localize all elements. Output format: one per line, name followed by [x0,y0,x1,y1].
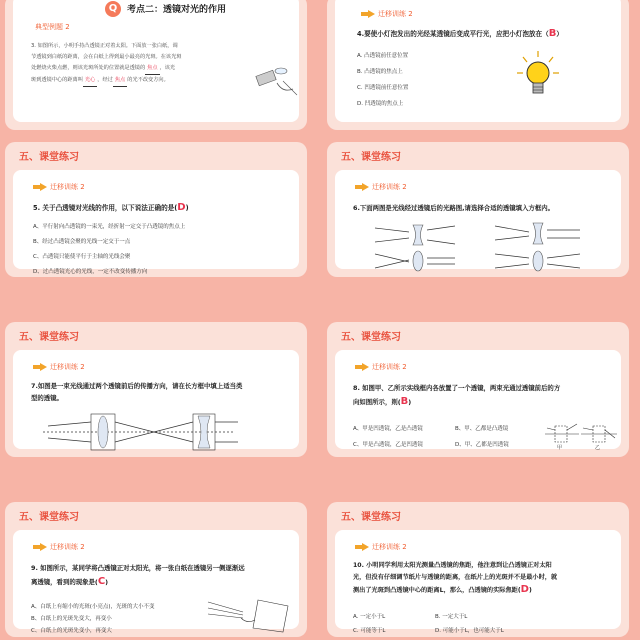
slide-8[interactable] [327,502,629,637]
slide-4[interactable] [327,142,629,277]
slide-3-card [13,170,299,275]
arrow-icon [355,543,369,551]
badge-transfer: 迁移训练 2 [355,182,407,192]
topic-heading: 考点二：透镜对光的作用 [127,5,227,15]
option-c: C. 可能等于L [353,628,386,634]
question-5: 5. 关于凸透镜对光线的作用，以下说法正确的是(D) [33,202,189,213]
arrow-icon [355,183,369,191]
option-c: C、凸透镜只能使平行于主轴的光线会聚 [33,254,131,260]
option-c: C、甲是凸透镜，乙是凹透镜 [353,442,423,448]
option-b: B. 一定大于L [435,614,468,620]
question-10: 10. 小明同学利用太阳光测量凸透镜的焦距，他注意到让凸透镜正对太阳 光，但没有仔细调节纸片与透镜的距离，在纸片上的光斑并不是最小时，就 测出了光斑到凸透镜中心的距离L，那么，凸透镜的实际焦距(D) [353,562,558,595]
option-a: A、白纸上有缩小的光斑(小亮点)，光斑的大小不变 [31,604,155,610]
slide-2-card [335,0,621,122]
badge-transfer: 迁移训练 2 [355,362,407,372]
option-d: D. 可能小于L，也可能大于L [435,628,504,634]
label-yi: 乙 [595,445,601,451]
question-7: 7.如图是一束光线通过两个透镜前后的传播方向，请在长方框中填上适当类 型的透镜。 [31,382,243,402]
question-9: 9. 如图所示，某同学将凸透镜正对太阳光，将一张白纸在透镜另一侧逐渐远 离透镜，看到的现象是(C) [31,564,245,587]
blank-focus: 焦点 [145,63,159,75]
q-icon: Q [105,1,121,17]
arrow-icon [33,363,47,371]
slide-8-card [335,530,621,634]
lens-box-diagram [545,418,617,450]
option-b: B. 凸透镜的焦点上 [357,69,403,75]
question-8: 8. 如图甲、乙所示实线框内各放置了一个透镜，两束光通过透镜前后的方 向如图所示，则(B) [353,384,561,407]
option-b: B、白纸上的光斑先变大，再变小 [31,616,112,622]
slide-1-card [13,0,299,122]
two-lens-diagram [43,412,243,452]
arrow-icon [33,543,47,551]
lens-diagrams [375,222,595,272]
slide-2[interactable] [327,0,629,130]
option-c: C、白纸上的光斑先变小，再变大 [31,628,112,634]
option-d: D、过凸透镜光心的光线，一定不改变传播方向 [33,269,148,275]
slide-5[interactable] [5,322,307,457]
slide-1[interactable] [5,0,307,130]
slide-6-card [335,350,621,449]
slide-6[interactable] [327,322,629,457]
arrow-icon [355,363,369,371]
blank-optical-center: 光心 [83,75,97,87]
answer-4: B [548,28,557,39]
answer-10: D [520,584,529,595]
arrow-icon [361,10,375,18]
option-a: A、平行射向凸透镜的一束光，经折射一定交于凸透镜的焦点上 [33,224,186,230]
example-text: 3. 如图所示，小明手持凸透镜正对着太阳。下面放一张白纸，调 节透镜到白纸的距离，会在白纸上得到最小最亮的光斑。在该光斑 处燃烧火柴点燃，则该光斑所处的位置就是透镜的 焦点 ，该光 斑到透镜中心的距离叫 光心 ，经过 焦点 的光不改变方向。 [31,41,293,87]
section-title: 五、课堂练习 [341,332,401,343]
badge-transfer: 迁移训练 2 [355,542,407,552]
answer-5: D [177,202,186,213]
magnifier-figure [253,59,303,99]
option-d: D、甲、乙都是凹透镜 [455,442,509,448]
arrow-icon [33,183,47,191]
section-title: 五、课堂练习 [341,152,401,163]
section-title: 五、课堂练习 [19,512,79,523]
slide-7-card [13,530,299,634]
answer-8: B [400,396,409,407]
blank-focus-2: 焦点 [113,75,127,87]
badge-transfer: 迁移训练 2 [33,362,85,372]
section-title: 五、课堂练习 [341,512,401,523]
question-4: 4.要使小灯泡发出的光经某透镜后变成平行光，应把小灯泡放在（B） [357,28,563,39]
option-d: D. 凹透镜的焦点上 [357,101,404,107]
badge-example: 典型例题 2 [35,23,70,31]
badge-transfer: 迁移训练 2 [361,9,413,19]
question-6: 6.下面两图是光线经过透镜后的光路图,请选择合适的透镜填入方框内。 [353,204,555,212]
section-title: 五、课堂练习 [19,152,79,163]
option-c: C. 凹透镜前任意位置 [357,85,409,91]
slide-3[interactable] [5,142,307,277]
label-jia: 甲 [557,445,563,451]
option-a: A. 一定小于L [353,614,386,620]
slide-7[interactable] [5,502,307,637]
light-bulb-icon [513,49,563,103]
option-b: B、甲、乙都是凸透镜 [455,426,509,432]
lens-paper-figure [203,598,293,634]
option-a: A、甲是凹透镜，乙是凸透镜 [353,426,423,432]
option-b: B、经过凸透镜会聚的光线一定交于一点 [33,239,131,245]
slide-4-card [335,170,621,269]
slide-5-card [13,350,299,449]
option-a: A. 凸透镜前任意位置 [357,53,409,59]
badge-transfer: 迁移训练 2 [33,542,85,552]
section-title: 五、课堂练习 [19,332,79,343]
badge-transfer: 迁移训练 2 [33,182,85,192]
answer-9: C [97,576,106,587]
